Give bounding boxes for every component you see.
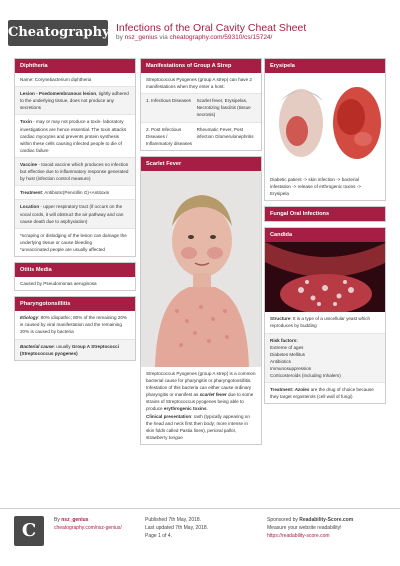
row-text: - upper respiratory tract (if occurs on the vocal cords, it will obstruct the air pathway and can cause death due to asphyxiation) — [20, 204, 124, 224]
erysipela-caption — [265, 173, 385, 200]
cheatography-footer-logo[interactable]: C — [14, 516, 44, 546]
candida-risk-factors — [265, 334, 385, 384]
diphtheria-lesion-row — [15, 87, 135, 115]
byline — [116, 34, 272, 41]
row-text: : rash (typically appearing on the head and neck first then body; more intense in skin folds called Pastia lines), perioral pallor, strawberry tongue — [146, 413, 250, 440]
sponsor-name[interactable]: Readability-Score.com — [299, 517, 354, 523]
column-3 — [264, 58, 386, 409]
byline-prefix: by — [116, 34, 125, 41]
row-text: , tightly adhered to the underlying tissue, does not produce any secretions — [20, 91, 129, 111]
row-text: : usually — [53, 343, 72, 349]
scarlet-fever-description — [141, 367, 261, 444]
manifestation-type: 2. Post Infectious Diseases / Inflammatory diseases — [146, 126, 192, 146]
manifestation-examples: Rheumatic Fever, Post infection Glomerulonephritis — [196, 126, 254, 139]
row-text: : 80% idiopathic; 80% of the remaining 20% is caused by viral manifestation and the remaining 20% is caused by bacteria — [20, 315, 127, 335]
row-label: Vaccine — [20, 161, 38, 167]
footer-dates — [145, 517, 208, 540]
row-label: Treatment — [270, 387, 292, 393]
section-title: Scarlet Fever — [141, 157, 261, 171]
row-label: Lesion - Psedomembranous lesion — [20, 91, 97, 97]
row-text: : It is a type of a unicellular yeast which reproduces by budding — [270, 316, 371, 329]
diphtheria-notes-row — [15, 229, 135, 256]
child-illustration — [141, 171, 261, 367]
footer-by: By — [54, 517, 62, 523]
byline-via: via — [157, 34, 170, 41]
row-label: Treatment — [20, 190, 42, 196]
row-label: Clinical presentation — [146, 413, 192, 419]
sponsor-tagline: Measure your website readability! — [267, 524, 342, 531]
risk-factor-item: Corticosteroids (including Inhalers) — [270, 373, 341, 379]
candida-treatment-row — [265, 383, 385, 403]
row-text: - toxoid vaccine which produces no infection but effective due to inflammatory response generated by host (infection control measure) — [20, 161, 129, 182]
otitis-media-section — [14, 262, 136, 291]
pharyngotonsillitis-section — [14, 296, 136, 361]
text-part: due to some strains of Streptococcus pyogenes being able to produce — [146, 392, 254, 412]
scarlet-fever-photo — [141, 171, 261, 367]
section-title: Fungal Oral Infections — [265, 207, 385, 221]
row-text: Caused by Pseudomonas aeruginosa — [20, 281, 97, 287]
section-title: Pharyngotonsillitis — [15, 297, 135, 311]
risk-factor-item: Diabetes Mellitus — [270, 351, 305, 357]
emphasis-erythrogenic: erythrogenic toxins — [163, 406, 207, 412]
section-title: Diphtheria — [15, 59, 135, 73]
manifestations-intro — [141, 73, 261, 94]
row-text: - may or may not produce a toxin- laboratory investigations are hence essential. The toxin attacks cardiac myocytes and prevents protein synthesis within these cells causing infected people to die of cardiac failure — [20, 119, 127, 153]
footer-author-name[interactable]: nsz_genius — [61, 517, 89, 523]
risk-factors-title: Risk factors: — [270, 337, 298, 343]
author-link[interactable]: nsz_genius — [124, 34, 158, 41]
row-label: Toxin — [20, 119, 32, 125]
candida-structure-row — [265, 312, 385, 333]
footer-author — [54, 517, 122, 533]
text-part: Streptococcus Pyogenes (group A strep) is a common bacterial cause for pharyngitis or pharyngotonsillitis. Infestation of this bacteria can either cause ordinary pharyngitis or manifest as — [146, 370, 256, 398]
candida-section — [264, 227, 386, 404]
erysipela-photo — [265, 73, 385, 173]
diphtheria-name-row — [15, 73, 135, 87]
cheatography-logo[interactable]: Cheatography — [8, 20, 108, 46]
diphtheria-toxin-row — [15, 115, 135, 158]
oral-candida-illustration — [265, 242, 385, 312]
published-date: Published 7th May, 2018. — [145, 517, 202, 523]
manifestation-type: 1. Infectious Diseases — [146, 98, 191, 104]
section-title: Manifestations of Group A Strep — [141, 59, 261, 73]
etiology-row — [15, 311, 135, 339]
section-title: Candida — [265, 228, 385, 242]
column-2 — [140, 58, 262, 450]
erysipela-section — [264, 58, 386, 201]
otitis-cause-row — [15, 277, 135, 290]
diphtheria-location-row — [15, 200, 135, 228]
section-title: Otitis Media — [15, 263, 135, 277]
page-number: Page 1 of 4. — [145, 532, 172, 539]
updated-date: Last updated 7th May, 2018. — [145, 524, 209, 531]
note-unvaccinated: *unvaccinated people are usually affected — [20, 246, 105, 252]
row-label: Bacterial cause — [20, 343, 54, 349]
section-title: Erysipela — [265, 59, 385, 73]
page-title: Infections of the Oral Cavity Cheat Sheet — [116, 22, 307, 34]
manifestations-section — [140, 58, 262, 151]
row-label: Location — [20, 204, 40, 210]
row-text: : Antibiotic(Penicillin G)+Antitoxin — [41, 190, 110, 196]
row-text: Diabetic patient -> skin infection -> bacterial infestation -> release of erthrogenic toxins -> Erysipela — [270, 177, 361, 197]
row-text: Name: Corynebacterium diphtheria — [20, 77, 92, 82]
note-scraping: *scraping or dislodging of the lesion can damage the underlying tissue or cause bleeding — [20, 232, 127, 245]
emphasis-scarlet-fever: scarlet fever — [199, 392, 227, 398]
diphtheria-vaccine-row — [15, 158, 135, 186]
risk-factor-item: Immunosuppression — [270, 365, 312, 371]
manifestation-row — [141, 94, 261, 122]
bacterial-cause-row — [15, 340, 135, 360]
risk-factor-item: Extreme of ages — [270, 344, 304, 350]
fungal-infections-section — [264, 206, 386, 222]
risk-factor-item: Antibiotics — [270, 358, 291, 364]
footer-author-link[interactable]: cheatography.com/nsz-genius/ — [54, 524, 122, 531]
row-text: Streptococcus Pyogenes (group A strep) can have 2 manifestations when they enter a host: — [146, 77, 252, 90]
scarlet-fever-section — [140, 156, 262, 445]
sheet-url-link[interactable]: cheatography.com/59310/cs/15724/ — [169, 34, 273, 41]
candida-photo — [265, 242, 385, 312]
row-label: Etiology — [20, 315, 39, 321]
manifestation-row — [141, 123, 261, 150]
diphtheria-treatment-row — [15, 186, 135, 200]
text-part: . — [206, 406, 208, 412]
row-text: are the drug of choice because they target ergosterols (cell wall of fungi) — [270, 387, 374, 400]
page-header — [0, 0, 400, 58]
sponsor-prefix: Sponsored by — [267, 517, 300, 523]
row-emphasis: Group A Streptococci (Streptococcus pyogenes) — [20, 343, 119, 356]
column-1 — [14, 58, 136, 366]
face-illustration — [265, 73, 385, 173]
footer-divider — [0, 508, 400, 509]
sponsor-url[interactable]: https://readability-score.com — [267, 532, 330, 539]
treatment-drug: : Azoles — [291, 387, 310, 393]
footer-sponsor — [267, 517, 353, 540]
row-label: Structure — [270, 316, 291, 322]
diphtheria-section — [14, 58, 136, 257]
manifestation-examples: Scarlet fever, Erysipelas, Necrotizing fasciitis (tissue necrosis) — [196, 98, 251, 118]
